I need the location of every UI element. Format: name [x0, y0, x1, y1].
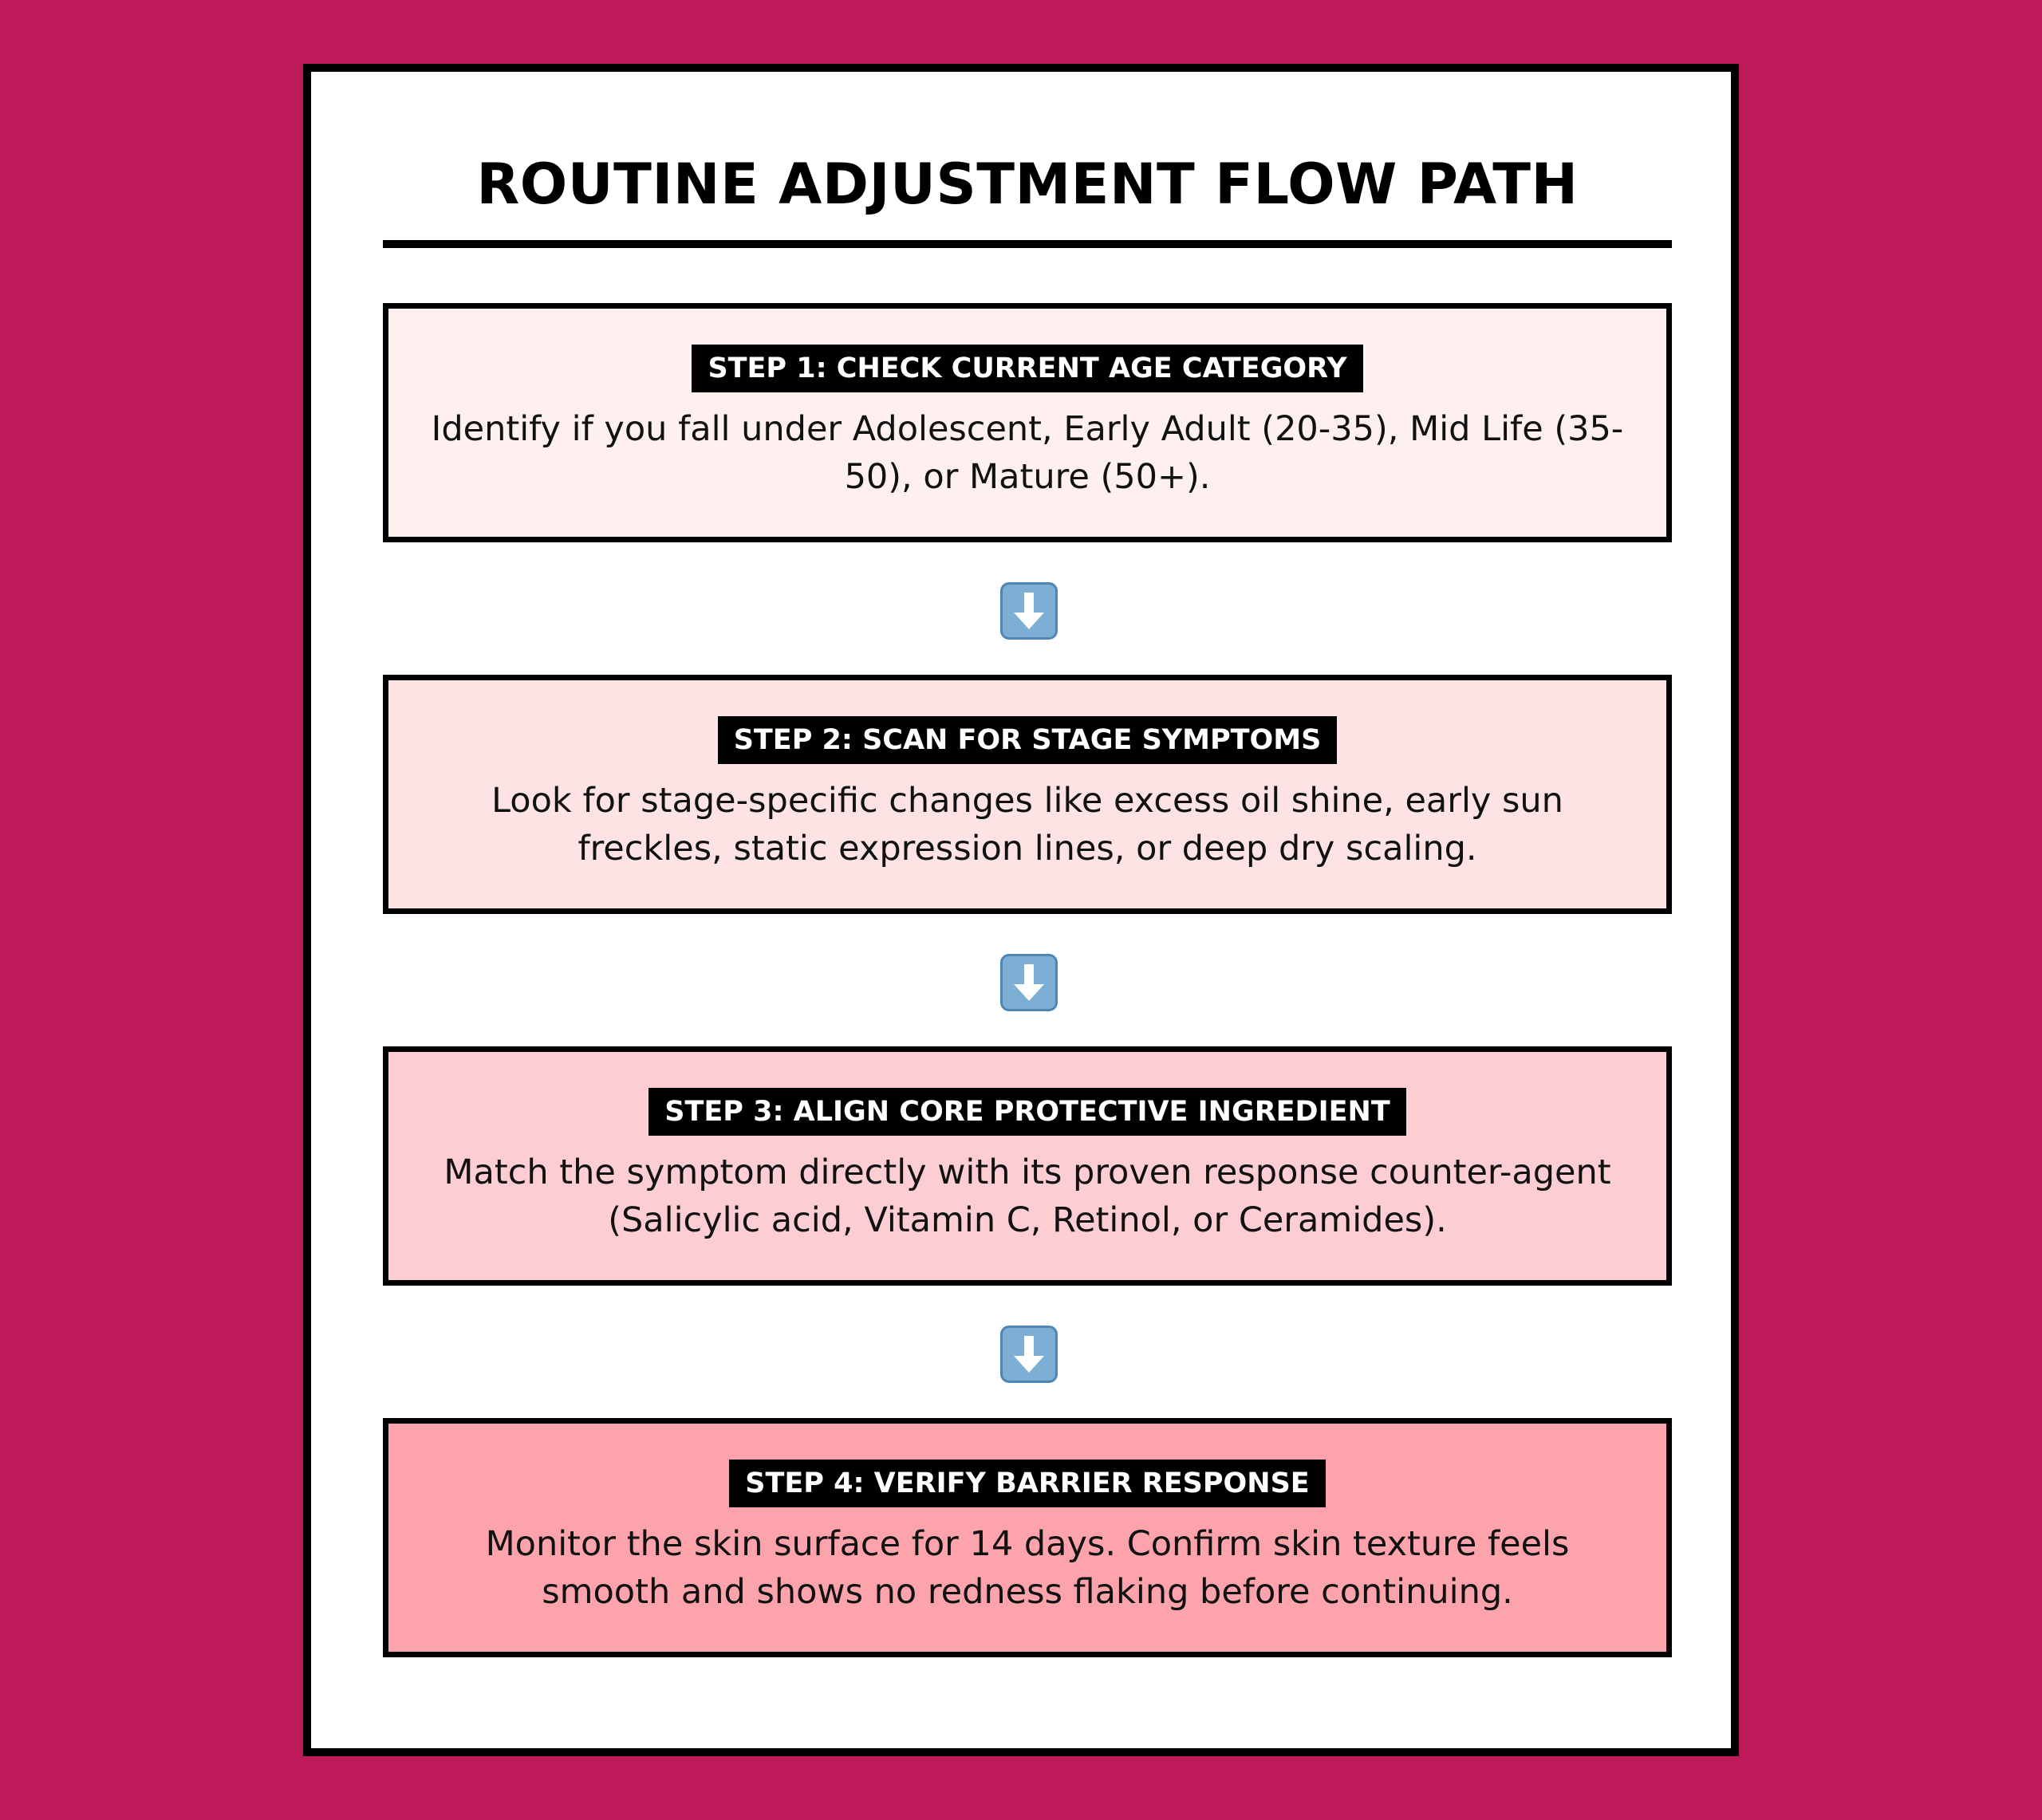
step-label: STEP 2: SCAN FOR STAGE SYMPTOMS [718, 716, 1338, 764]
down-arrow-icon [1000, 582, 1058, 640]
step-label: STEP 3: ALIGN CORE PROTECTIVE INGREDIENT [648, 1088, 1405, 1136]
step-description: Look for stage-specific changes like excess oil shine, early sun freckles, static expression lines, or deep dry scaling. [491, 781, 1563, 869]
title-divider [383, 240, 1672, 248]
step-description: Match the symptom directly with its proven response counter-agent (Salicylic acid, Vitamin C, Retinol, or Ceramides). [443, 1152, 1611, 1240]
step-label: STEP 4: VERIFY BARRIER RESPONSE [729, 1460, 1325, 1507]
step-box-2 [383, 675, 1672, 914]
down-arrow-icon [1000, 954, 1058, 1011]
step-description: Identify if you fall under Adolescent, Early Adult (20-35), Mid Life (35-50), or Mature (50+). [431, 409, 1624, 497]
down-arrow-icon [1000, 1326, 1058, 1383]
flow-card [303, 64, 1739, 1756]
step-box-3 [383, 1046, 1672, 1286]
step-label: STEP 1: CHECK CURRENT AGE CATEGORY [692, 345, 1362, 392]
step-box-4 [383, 1418, 1672, 1657]
page-title: ROUTINE ADJUSTMENT FLOW PATH [476, 152, 1579, 217]
step-description: Monitor the skin surface for 14 days. Confirm skin texture feels smooth and shows no redness flaking before continuing. [485, 1524, 1570, 1612]
step-box-1 [383, 303, 1672, 542]
